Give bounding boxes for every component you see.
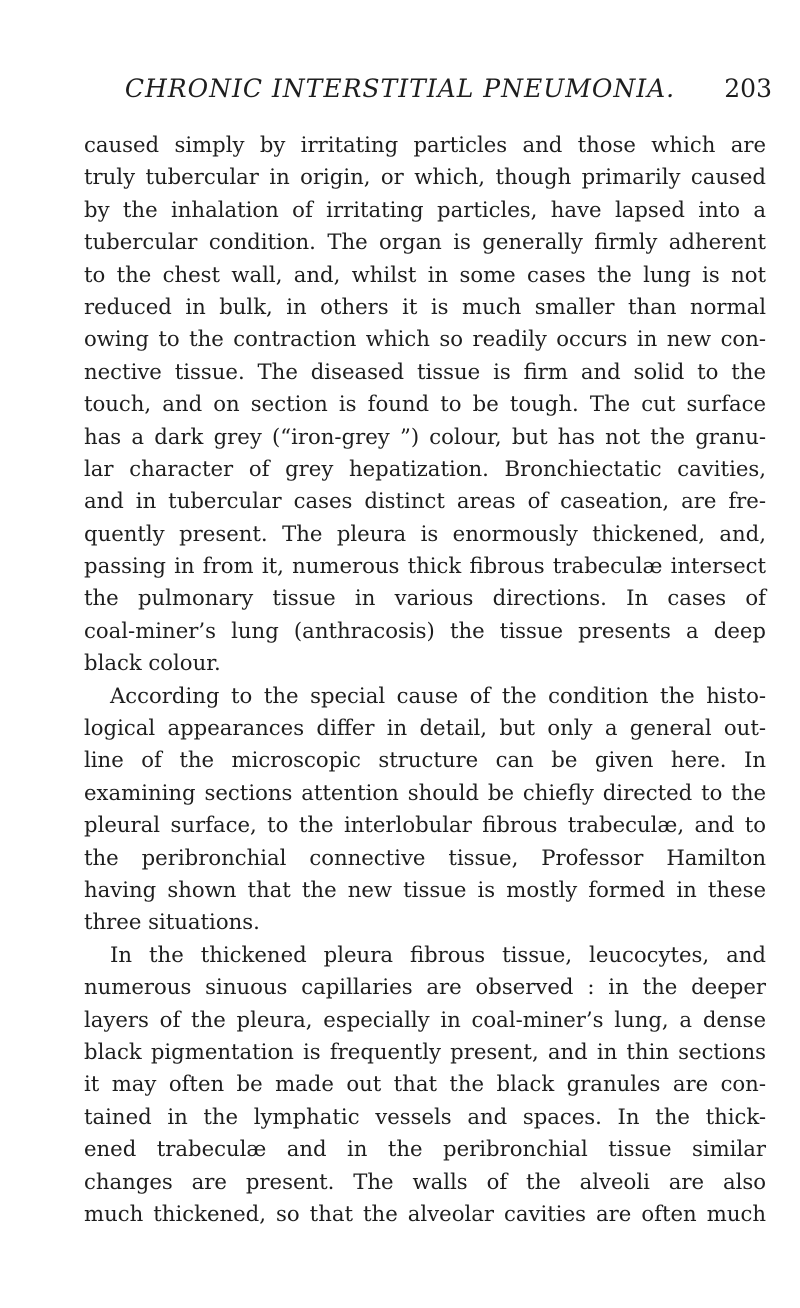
text-line: According to the special cause of the condition the histo- [110,682,766,708]
text-line: it may often be made out that the black granules are con- [84,1071,766,1097]
text-line: the pulmonary tissue in various directions. In cases of [84,585,766,611]
text-line: pleural surface, to the interlobular fibrous trabeculæ, and to [84,812,766,838]
running-title: CHRONIC INTERSTITIAL PNEUMONIA. [124,74,676,103]
text-line: caused simply by irritating particles and those which are [84,132,766,157]
text-line: and in tubercular cases distinct areas of caseation, are fre- [84,488,766,514]
page-number: 203 [724,74,772,103]
text-line: coal-miner’s lung (anthracosis) the tissue presents a deep [84,617,766,643]
text-line: black pigmentation is frequently present, and in thin sections [84,1038,766,1064]
text-line: tained in the lymphatic vessels and spaces. In the thick- [84,1103,766,1129]
body-text [84,129,766,1230]
text-line: by the inhalation of irritating particles, have lapsed into a [84,196,766,222]
text-line: lar character of grey hepatization. Bronchiectatic cavities, [84,455,766,481]
text-line: In the thickened pleura fibrous tissue, leucocytes, and [110,941,766,967]
text-line: ened trabeculæ and in the peribronchial tissue similar [84,1136,766,1162]
running-head [0,74,800,114]
text-line: changes are present. The walls of the alveoli are also [84,1168,766,1194]
text-line: tubercular condition. The organ is generally firmly adherent [84,229,766,255]
text-line: quently present. The pleura is enormously thickened, and, [84,520,766,546]
text-line: three situations. [84,909,260,935]
text-line: having shown that the new tissue is mostly formed in these [84,876,766,902]
text-line: truly tubercular in origin, or which, though primarily caused [84,164,766,190]
text-line: much thickened, so that the alveolar cavities are often much [84,1200,766,1226]
text-line: line of the microscopic structure can be given here. In [84,747,766,773]
text-line: nective tissue. The diseased tissue is firm and solid to the [84,358,766,384]
text-line: examining sections attention should be chiefly directed to the [84,779,766,805]
text-line: touch, and on section is found to be tough. The cut surface [84,391,766,417]
text-line: black colour. [84,650,221,676]
text-line: the peribronchial connective tissue, Professor Hamilton [84,844,766,870]
text-line: to the chest wall, and, whilst in some cases the lung is not [84,261,766,287]
text-line: layers of the pleura, especially in coal-miner’s lung, a dense [84,1006,766,1032]
text-line: logical appearances differ in detail, but only a general out- [84,715,766,741]
text-line: numerous sinuous capillaries are observed : in the deeper [84,974,766,1000]
text-line: has a dark grey (“iron-grey ”) colour, but has not the granu- [84,423,766,449]
text-line: owing to the contraction which so readily occurs in new con- [84,326,766,352]
text-line: reduced in bulk, in others it is much smaller than normal [84,293,766,319]
text-line: passing in from it, numerous thick fibrous trabeculæ intersect [84,553,766,579]
